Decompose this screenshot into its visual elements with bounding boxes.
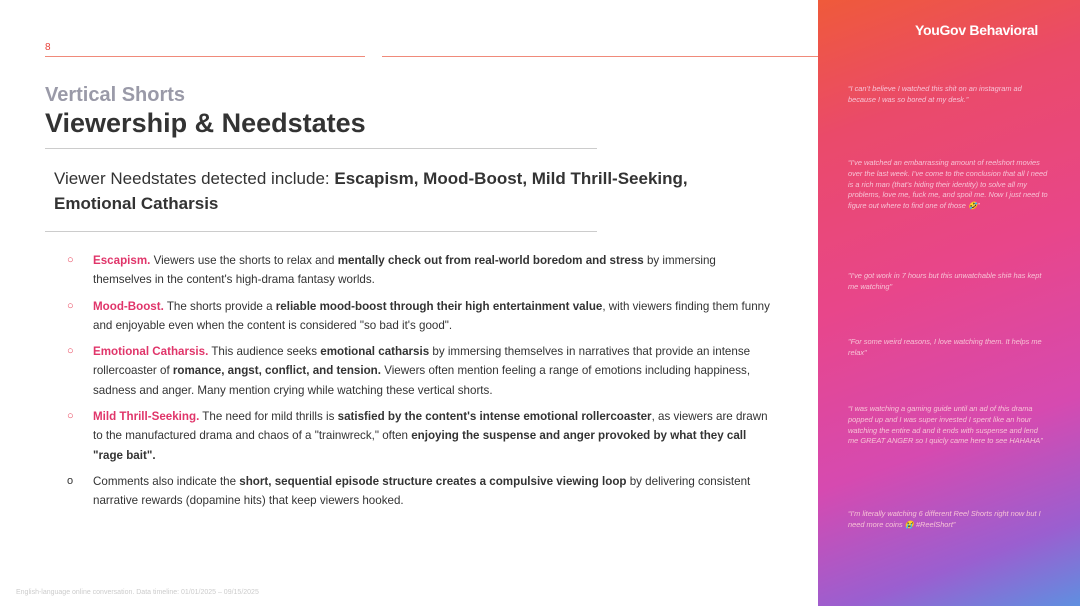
text: by immersing themselves in narratives that provide an intense rollercoaster of (93, 345, 751, 378)
footer-note: English-language online conversation. Data timeline: 01/01/2025 – 09/15/2025 (16, 589, 259, 596)
text: Viewers use the shorts to relax and (150, 254, 338, 267)
text: The need for mild thrills is (199, 410, 338, 424)
needstate-list (67, 251, 777, 518)
header-rule (45, 56, 365, 57)
quote: “I was watching a gaming guide until an ad of this drama popped up and I was super invested I spent like an hour watching the entire ad and it ends with suspense and lend me GREAT ANGER so I quicly came here to see HAHAHA” (848, 404, 1043, 446)
text: by delivering consistent narrative rewards (dopamine hits) that keep viewers hooked. (93, 474, 751, 508)
text-bold: satisfied by the content's intense emotional rollercoaster (337, 410, 652, 424)
list-item (67, 472, 777, 511)
needstate-name: Escapism. (93, 254, 151, 267)
text-bold: emotional catharsis (320, 345, 430, 359)
list-item (67, 297, 777, 336)
text: This audience seeks (208, 345, 321, 359)
text: , as viewers are drawn to the manufactured drama and chaos of a "trainwreck," often (93, 410, 768, 443)
header-rule (382, 56, 818, 57)
quote: “I’ve watched an embarrassing amount of reelshort movies over the last week. I’ve come to the conclusion that all I need is a rich man (that’s hiding their identity) to solve all my problems, love me, fuck me, and spoil me. Now I just need to figure out where to find one of those 🤣” (848, 158, 1048, 211)
subtitle-needstates: Escapism, Mood-Boost, Mild Thrill-Seeking, Emotional Catharsis (54, 169, 688, 213)
bullet-icon: ○ (67, 299, 74, 312)
logo-text: Behavioral (969, 22, 1038, 38)
bullet-icon: ○ (67, 410, 74, 423)
quotes-panel (818, 0, 1080, 606)
quote: “I’m literally watching 6 different Reel Shorts right now but I need more coins 😭 #ReelShort” (848, 509, 1041, 529)
divider (45, 231, 597, 232)
text-bold: short, sequential episode structure creates a compulsive viewing loop (239, 474, 627, 488)
bullet-icon: ○ (67, 254, 74, 266)
needstate-name: Emotional Catharsis. (93, 345, 209, 359)
yougov-logo (915, 22, 1038, 38)
logo-text: YouGov (914, 22, 966, 38)
page-number: 8 (45, 42, 51, 53)
list-item (67, 251, 777, 290)
text-bold: romance, angst, conflict, and tension. (172, 364, 381, 378)
bullet-icon: o (67, 474, 74, 487)
page-title: Viewership & Needstates (45, 108, 366, 138)
subtitle (54, 166, 774, 216)
list-item (67, 407, 777, 465)
quote: "I've got work in 7 hours but this unwatchable shi# has kept me watching" (848, 271, 1042, 291)
quote: "For some weird reasons, I love watching them. It helps me relax" (848, 337, 1042, 357)
needstate-name: Mild Thrill-Seeking. (93, 410, 200, 424)
quote: “I can’t believe I watched this shit on an instagram ad because I was so bored at my desk.” (848, 84, 1022, 104)
needstate-name: Mood-Boost. (93, 299, 164, 313)
text: , with viewers finding them funny and enjoyable even when the content is considered "so bad it's good". (93, 299, 770, 332)
divider (45, 148, 597, 149)
text: by immersing themselves in the content's high-drama fantasy worlds. (93, 254, 716, 287)
subtitle-prefix: Viewer Needstates detected include: (54, 169, 335, 188)
text-bold: mentally check out from real-world boredom and stress (337, 254, 644, 267)
text: The shorts provide a (163, 299, 276, 313)
list-item (67, 342, 777, 400)
text: Comments also indicate the (93, 474, 240, 488)
bullet-icon: ○ (67, 345, 74, 358)
text: Viewers often mention feeling a range of emotions including happiness, sadness and anger. Many mention crying while watching these vertical shorts. (93, 364, 751, 397)
text-bold: enjoying the suspense and anger provoked by what they call "rage bait". (93, 429, 747, 462)
text-bold: reliable mood-boost through their high entertainment value (275, 299, 603, 313)
section-title: Vertical Shorts (45, 84, 186, 106)
